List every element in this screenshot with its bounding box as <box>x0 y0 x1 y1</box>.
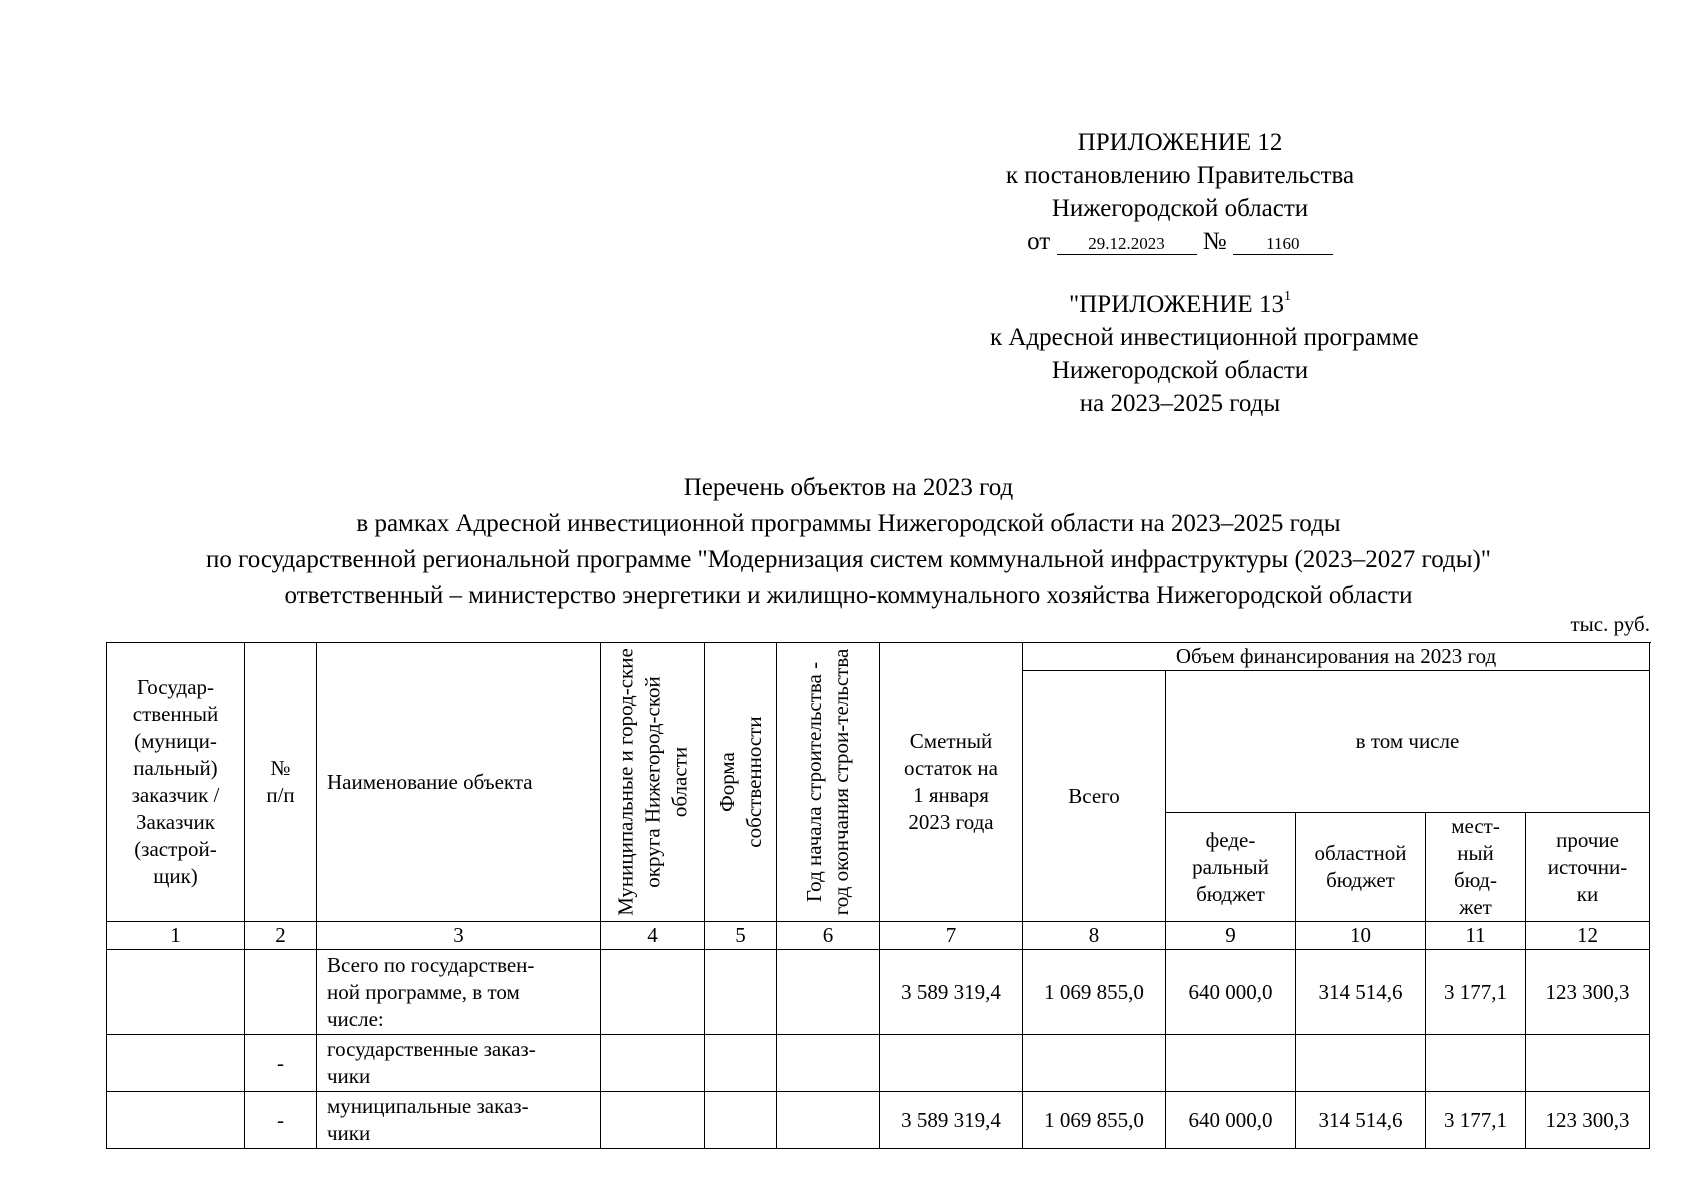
cell-ownership <box>705 950 777 1035</box>
cell-total: 1 069 855,0 <box>1023 1092 1166 1149</box>
cell-municipal <box>601 1035 705 1092</box>
title-line-4: ответственный – министерство энергетики и жилищно-коммунального хозяйства Нижегородской области <box>284 582 1413 609</box>
region-line: Нижегородской области <box>1051 195 1309 222</box>
cell-customer <box>107 950 245 1035</box>
cell-local: 3 177,1 <box>1426 950 1526 1035</box>
column-number: 2 <box>245 922 317 950</box>
header-num: № п/п <box>245 643 317 922</box>
cell-customer <box>107 1092 245 1149</box>
column-numbers-row <box>107 922 1650 950</box>
cell-total: 1 069 855,0 <box>1023 950 1166 1035</box>
document-title <box>100 470 1597 614</box>
cell-ownership <box>705 1035 777 1092</box>
column-number: 6 <box>777 922 880 950</box>
cell-federal <box>1166 1035 1296 1092</box>
objects-table <box>106 642 1650 1149</box>
header-customer: Государ- ственный (муници- пальный) заказчик / Заказчик (застрой- щик) <box>107 643 245 922</box>
cell-years <box>777 1035 880 1092</box>
cell-years <box>777 1092 880 1149</box>
cell-municipal <box>601 950 705 1035</box>
header-local: мест- ный бюд- жет <box>1426 813 1526 922</box>
order-number: 1160 <box>1233 234 1333 255</box>
header-funding-group: Объем финансирования на 2023 год <box>1023 643 1650 671</box>
appendix-13-header <box>990 288 1419 420</box>
column-number: 10 <box>1296 922 1426 950</box>
cell-object-name: Всего по государствен- ной программе, в том числе: <box>317 950 601 1035</box>
column-number: 8 <box>1023 922 1166 950</box>
title-line-1: Перечень объектов на 2023 год <box>683 474 1014 501</box>
cell-total <box>1023 1035 1166 1092</box>
header-total: Всего <box>1023 671 1166 922</box>
order-date: 29.12.2023 <box>1057 234 1197 255</box>
header-years: Год начала строительства - год окончания строи-тельства <box>777 643 880 922</box>
cell-local: 3 177,1 <box>1426 1092 1526 1149</box>
column-number: 7 <box>880 922 1023 950</box>
column-number: 1 <box>107 922 245 950</box>
cell-object-name: муниципальные заказ- чики <box>317 1092 601 1149</box>
program-years-line: на 2023–2025 годы <box>1079 390 1281 417</box>
cell-num: - <box>245 1035 317 1092</box>
column-number: 5 <box>705 922 777 950</box>
column-number: 11 <box>1426 922 1526 950</box>
header-including: в том числе <box>1166 671 1650 813</box>
program-region-line: Нижегородской области <box>1051 357 1309 384</box>
header-ownership: Форма собственности <box>705 643 777 922</box>
cell-regional <box>1296 1035 1426 1092</box>
cell-regional: 314 514,6 <box>1296 1092 1426 1149</box>
cell-other: 123 300,3 <box>1526 1092 1650 1149</box>
header-object-name: Наименование объекта <box>317 643 601 922</box>
cell-federal: 640 000,0 <box>1166 1092 1296 1149</box>
cell-num <box>245 950 317 1035</box>
cell-num: - <box>245 1092 317 1149</box>
appendix-12-title: ПРИЛОЖЕНИЕ 12 <box>1077 129 1283 156</box>
column-number: 9 <box>1166 922 1296 950</box>
appendix-superscript: 1 <box>1283 289 1291 304</box>
from-label: от <box>1027 228 1051 255</box>
header-municipal: Муниципальные и город-ские округа Нижегород-ской области <box>601 643 705 922</box>
cell-estimate <box>880 1035 1023 1092</box>
cell-federal: 640 000,0 <box>1166 950 1296 1035</box>
title-line-2: в рамках Адресной инвестиционной программы Нижегородской области на 2023–2025 годы <box>356 510 1341 537</box>
header-other: прочие источни- ки <box>1526 813 1650 922</box>
cell-municipal <box>601 1092 705 1149</box>
cell-other: 123 300,3 <box>1526 950 1650 1035</box>
cell-ownership <box>705 1092 777 1149</box>
program-line: к Адресной инвестиционной программе <box>990 324 1419 351</box>
column-number: 12 <box>1526 922 1650 950</box>
appendix-13-title: "ПРИЛОЖЕНИЕ $13^1$ <box>1069 289 1291 318</box>
table-row-state <box>107 1035 1650 1092</box>
cell-customer <box>107 1035 245 1092</box>
column-number: 4 <box>601 922 705 950</box>
approval-header <box>990 126 1370 258</box>
header-federal: феде- ральный бюджет <box>1166 813 1296 922</box>
table-row-total <box>107 950 1650 1035</box>
cell-estimate: 3 589 319,4 <box>880 950 1023 1035</box>
order-date-number <box>990 225 1370 258</box>
table-row-municipal <box>107 1092 1650 1149</box>
header-regional: областной бюджет <box>1296 813 1426 922</box>
units-label: тыс. руб. <box>1570 612 1650 636</box>
cell-object-name: государственные заказ- чики <box>317 1035 601 1092</box>
column-number: 3 <box>317 922 601 950</box>
cell-local <box>1426 1035 1526 1092</box>
number-sign: № <box>1202 228 1227 255</box>
cell-regional: 314 514,6 <box>1296 950 1426 1035</box>
cell-years <box>777 950 880 1035</box>
title-line-3: по государственной региональной программе "Модернизация систем коммунальной инфраструктуры (2023–2027 годы)" <box>205 546 1492 573</box>
cell-other <box>1526 1035 1650 1092</box>
resolution-line: к постановлению Правительства <box>1005 162 1355 189</box>
header-estimate: Сметный остаток на 1 января 2023 года <box>880 643 1023 922</box>
cell-estimate: 3 589 319,4 <box>880 1092 1023 1149</box>
